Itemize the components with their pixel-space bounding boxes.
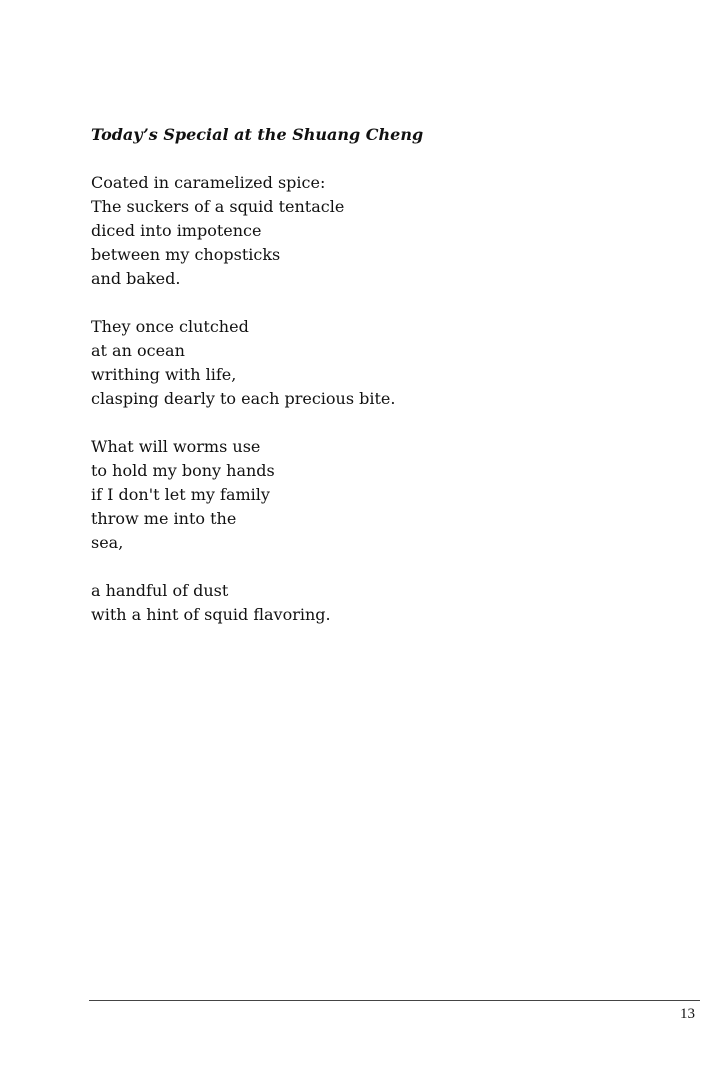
poem-line: Coated in caramelized spice:	[91, 173, 326, 192]
stanza-3	[91, 435, 611, 555]
footer-divider	[89, 1000, 700, 1001]
poem-line: writhing with life,	[91, 365, 237, 384]
poem-title: Today’s Special at the Shuang Cheng	[91, 125, 424, 144]
stanza-1	[91, 171, 611, 291]
poem-line: sea,	[91, 533, 124, 552]
stanza-2	[91, 315, 611, 411]
poem-line: if I don't let my family	[91, 485, 270, 504]
stanza-4	[91, 579, 611, 627]
poem-line: at an ocean	[91, 341, 185, 360]
poem-line: to hold my bony hands	[91, 461, 275, 480]
poem-line: The suckers of a squid tentacle	[91, 197, 345, 216]
poem-line: and baked.	[91, 269, 181, 288]
poem-line: a handful of dust	[91, 581, 229, 600]
page-number: 13	[680, 1006, 695, 1022]
poem-line: with a hint of squid flavoring.	[91, 605, 331, 624]
poem	[91, 123, 611, 651]
poem-line: throw me into the	[91, 509, 237, 528]
poem-line: They once clutched	[91, 317, 249, 336]
poem-line: between my chopsticks	[91, 245, 281, 264]
poem-line: clasping dearly to each precious bite.	[91, 389, 396, 408]
poem-line: diced into impotence	[91, 221, 262, 240]
poem-line: What will worms use	[91, 437, 261, 456]
